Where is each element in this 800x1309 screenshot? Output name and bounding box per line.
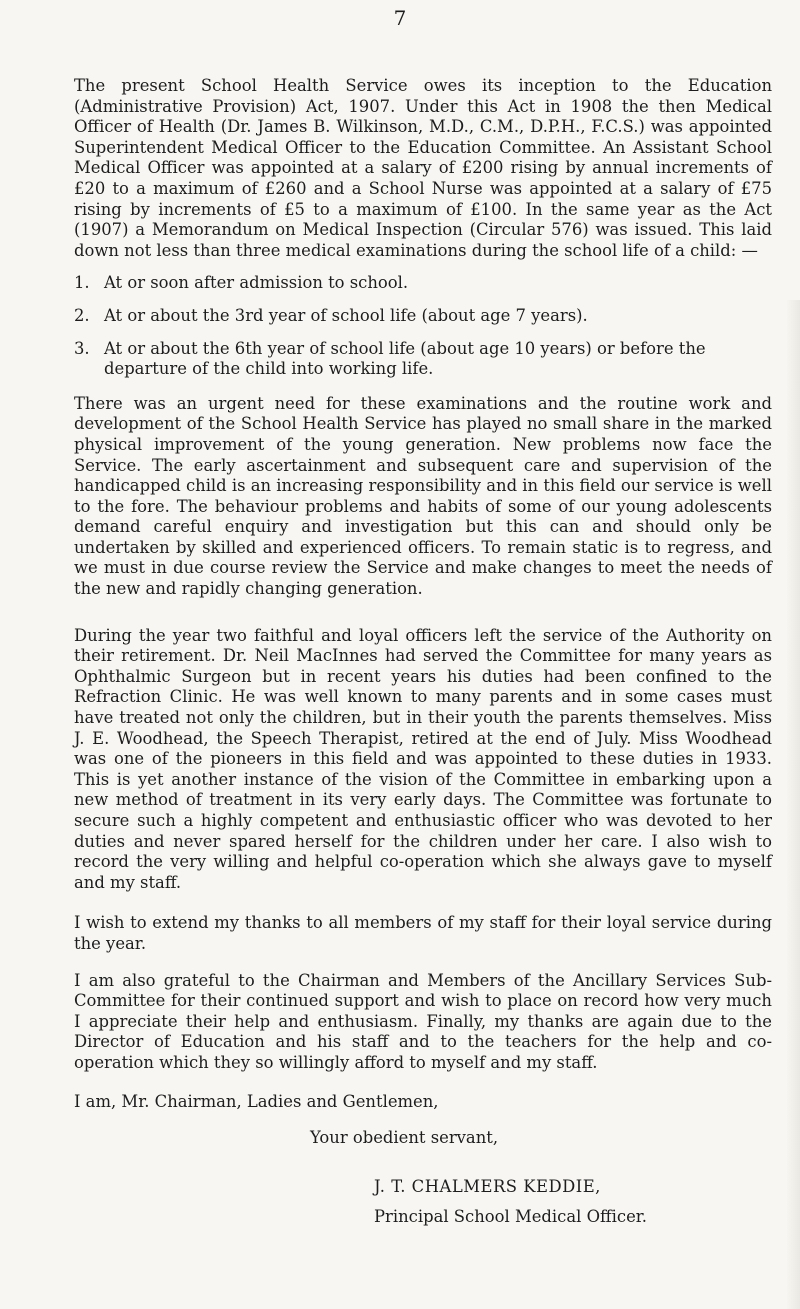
report-text [74, 76, 772, 1228]
list-item [74, 273, 772, 294]
list-item-text: At or about the 3rd year of school life (about age 7 years). [104, 305, 588, 325]
staff-thanks-paragraph: I wish to extend my thanks to all members of my staff for their loyal service during the year. [74, 913, 772, 953]
list-item-text: At or soon after admission to school. [104, 273, 409, 293]
list-item [74, 339, 772, 380]
need-paragraph: There was an urgent need for these examinations and the routine work and development of the School Health Service has played no small share in the marked physical improvement of the young generation. New problems now face the Service. The early ascertainment and subsequent care and supervision of the handicapped child is an increasing responsibility and in this field our service is well to the fore. The behaviour problems and habits of some of our young adolescents demand careful enquiry and investigation but this can and should only be undertaken by skilled and experienced officers. To remain static is to regress, and we must in due course review the Service and make changes to meet the needs of the new and rapidly changing generation. [74, 393, 772, 599]
page-number: 7 [393, 6, 407, 30]
list-item [74, 306, 772, 327]
page-edge-shadow [786, 300, 800, 1309]
list-item-number: 3. [74, 338, 90, 358]
list-item-number: 1. [74, 273, 90, 293]
gratitude-paragraph: I am also grateful to the Chairman and Members of the Ancillary Services Sub-Committee for their continued support and wish to place on record how very much I appreciate their help and enthusiasm. Finally, my thanks are again due to the Director of Education and his staff and to the teachers for the help and co-operation which they so willingly afford to myself and my staff. [74, 970, 772, 1072]
signature-name: J. T. CHALMERS KEDDIE, [374, 1176, 601, 1196]
salutation: I am, Mr. Chairman, Ladies and Gentlemen, [74, 1091, 439, 1111]
intro-paragraph: The present School Health Service owes its inception to the Education (Administrative Provision) Act, 1907. Under this Act in 1908 the then Medical Officer of Health (Dr. James B. Wilkinson, M.D., C.M., D.P.H., F.C.S.) was appointed Superintendent Medical Officer to the Education Committee. An Assistant School Medical Officer was appointed at a salary of £200 rising by annual increments of £20 to a maximum of £260 and a School Nurse was appointed at a salary of £75 rising by increments of £5 to a maximum of £100. In the same year as the Act (1907) a Memorandum on Medical Inspection (Circular 576) was issued. This laid down not less than three medical examinations during the school life of a child: — [74, 76, 772, 260]
retirement-paragraph: During the year two faithful and loyal officers left the service of the Authority on their retirement. Dr. Neil MacInnes had served the Committee for many years as Ophthalmic Surgeon but in recent years his duties had been confined to the Refraction Clinic. He was well known to many parents and in some cases must have treated not only the children, but in their youth the parents themselves. Miss J. E. Woodhead, the Speech Therapist, retired at the end of July. Miss Woodhead was one of the pioneers in this field and was appointed to these duties in 1933. This is yet another instance of the vision of the Committee in embarking upon a new method of treatment in its very early days. The Committee was fortunate to secure such a highly competent and enthusiastic officer who was devoted to her duties and never spared herself for the children under her care. I also wish to record the very willing and helpful co-operation which she always gave to myself and my staff. [74, 625, 772, 892]
list-item-text: At or about the 6th year of school life (about age 10 years) or before the departure of the child into working life. [104, 338, 706, 379]
closing-line: Your obedient servant, [310, 1128, 499, 1148]
signature-title: Principal School Medical Officer. [374, 1207, 648, 1227]
list-item-number: 2. [74, 305, 90, 325]
examinations-list [74, 273, 772, 379]
